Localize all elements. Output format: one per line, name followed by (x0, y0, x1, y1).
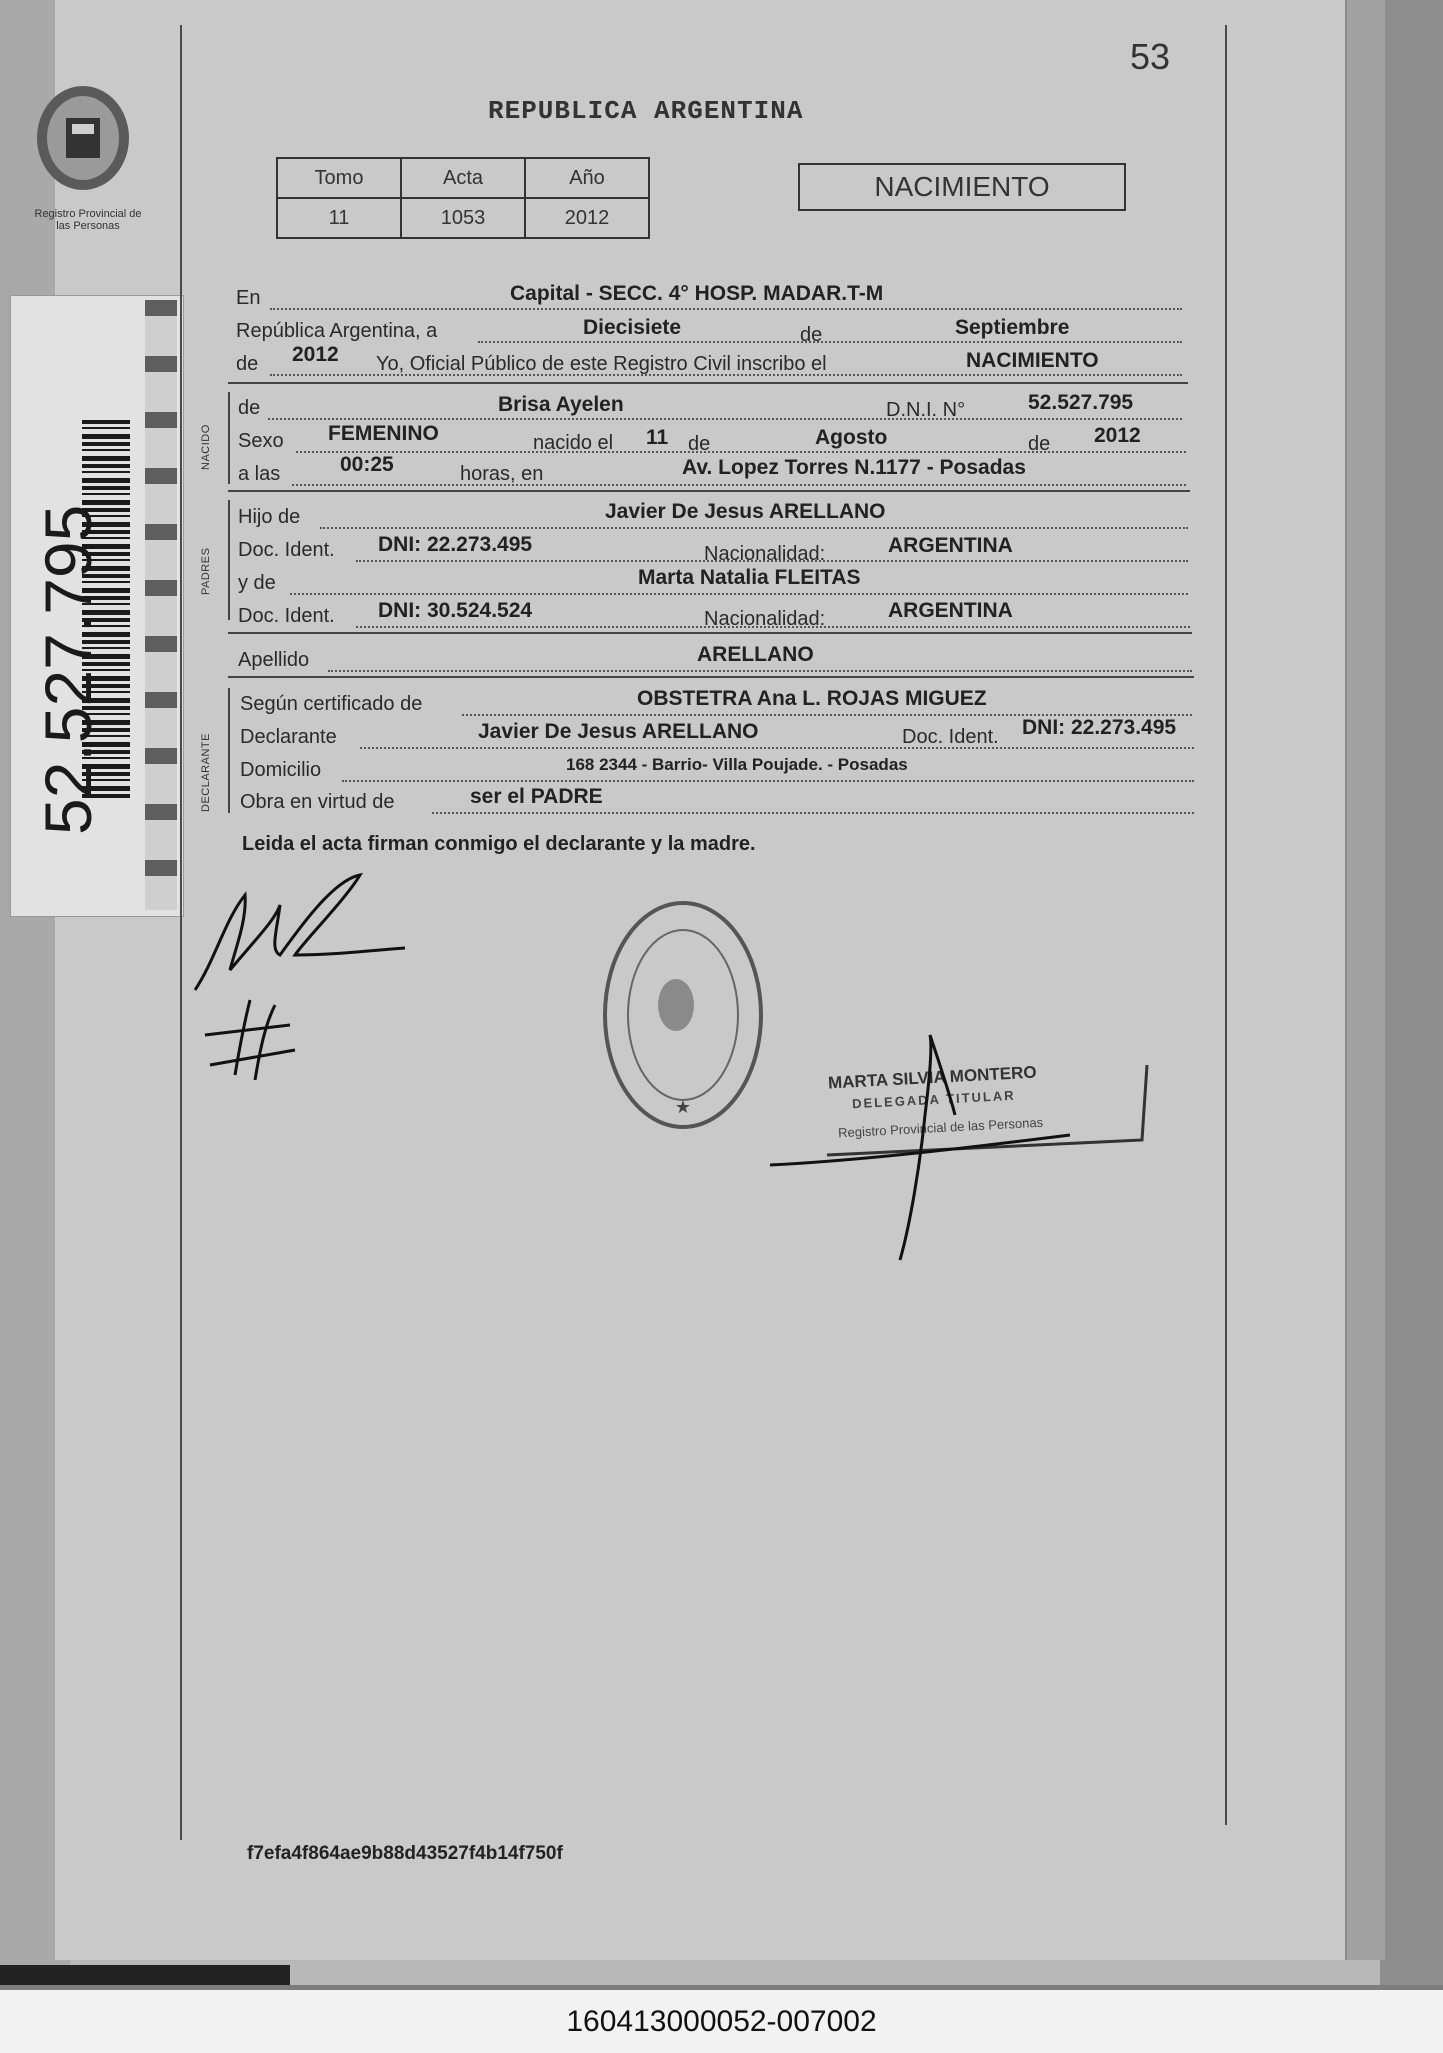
apellido-value: ARELLANO (697, 643, 814, 666)
mother-value: Marta Natalia FLEITAS (638, 566, 861, 589)
dotted-line (290, 593, 1188, 595)
nac2-value: ARGENTINA (888, 599, 1013, 622)
tomo-value: 11 (277, 198, 401, 238)
birth-place-value: Av. Lopez Torres N.1177 - Posadas (682, 456, 1026, 479)
yde-label: y de (238, 572, 276, 594)
decl-value: Javier De Jesus ARELLANO (478, 720, 759, 743)
father-value: Javier De Jesus ARELLANO (605, 500, 886, 523)
dotted-line (478, 341, 1182, 343)
page-number: 53 (1130, 36, 1171, 77)
stamp-name: MARTA SILVIA MONTERO (827, 1062, 1038, 1093)
left-margin-line (180, 25, 182, 1840)
hijo-de-label: Hijo de (238, 506, 301, 528)
dotted-line (360, 747, 1194, 749)
document-title: REPUBLICA ARGENTINA (488, 96, 804, 126)
dotted-line (292, 484, 1186, 486)
decl-doc-value: DNI: 22.273.495 (1022, 716, 1177, 739)
svg-text:★: ★ (674, 1097, 692, 1118)
birth-day-value: 11 (646, 426, 669, 449)
declarante-section-label: DECLARANTE (200, 733, 212, 812)
horas-label: horas, en (460, 463, 544, 485)
tomo-header: Tomo (277, 158, 401, 198)
act-value: NACIMIENTO (966, 349, 1099, 372)
birth-time-value: 00:25 (340, 453, 394, 476)
closing-text: Leida el acta firman conmigo el declarante y la madre. (242, 833, 756, 855)
sexo-value: FEMENINO (328, 422, 439, 445)
section-bar (228, 688, 230, 813)
dotted-line (328, 670, 1192, 672)
nacido-el-label: nacido el (533, 432, 614, 454)
right-margin-line (1225, 25, 1227, 1825)
document-hash: f7efa4f864ae9b88d43527f4b14f750f (247, 1843, 563, 1864)
dotted-line (432, 812, 1194, 814)
registry-logo-icon (28, 78, 138, 198)
doc1-label: Doc. Ident. (238, 539, 335, 561)
section-bar (228, 500, 230, 620)
obra-value: ser el PADRE (470, 785, 603, 808)
doc2-label: Doc. Ident. (238, 605, 335, 627)
birth-year-value: 2012 (1094, 424, 1141, 447)
dotted-line (320, 527, 1188, 529)
child-name-value: Brisa Ayelen (498, 393, 624, 416)
de-label: de (800, 324, 823, 346)
nac2-label: Nacionalidad: (704, 608, 826, 630)
section-separator (228, 676, 1194, 678)
dom-label: Domicilio (240, 759, 322, 781)
section-separator (228, 382, 1188, 384)
section-bar (228, 392, 230, 484)
sexo-label: Sexo (238, 430, 284, 452)
side-registry-name: Registro Provincial de las Personas (34, 208, 142, 232)
republica-label: República Argentina, a (236, 320, 438, 342)
declarant-signature-icon (185, 860, 415, 1000)
footer-id: 160413000052-007002 (0, 1990, 1443, 2053)
acta-value: 1053 (401, 198, 525, 238)
doc2-value: DNI: 30.524.524 (378, 599, 533, 622)
side-label-number: 52.527.795 (31, 504, 105, 835)
place-value: Capital - SECC. 4° HOSP. MADAR.T-M (510, 282, 884, 305)
dni-label: D.N.I. N° (886, 399, 966, 421)
oficial-text: Yo, Oficial Público de este Registro Civil inscribo el (376, 353, 827, 375)
anio-value: 2012 (525, 198, 649, 238)
section-separator (228, 632, 1192, 634)
cert-value: OBSTETRA Ana L. ROJAS MIGUEZ (637, 687, 987, 710)
record-type-box: NACIMIENTO (798, 163, 1126, 211)
de2-label: de (236, 353, 259, 375)
stamp-registry: Registro Provincial de las Personas (837, 1114, 1044, 1141)
section-separator (228, 490, 1190, 492)
nac1-label: Nacionalidad: (704, 543, 826, 565)
apellido-label: Apellido (238, 649, 310, 671)
officer-signature-icon (770, 1025, 1150, 1265)
footer-dark-band (0, 1965, 290, 1985)
dni-value: 52.527.795 (1028, 391, 1134, 414)
dotted-line (270, 374, 1182, 376)
year-value: 2012 (292, 343, 339, 366)
alas-label: a las (238, 463, 281, 485)
birth-month-value: Agosto (815, 426, 888, 449)
nacido-de3-label: de (1028, 433, 1051, 455)
en-label: En (236, 287, 261, 309)
decl-doc-label: Doc. Ident. (902, 726, 999, 748)
perforation-strip (145, 300, 177, 910)
obra-label: Obra en virtud de (240, 791, 395, 813)
nacido-de-label: de (238, 397, 261, 419)
stamp-title: DELEGADA TITULAR (851, 1087, 1016, 1112)
nacido-de2-label: de (688, 433, 711, 455)
month-value: Septiembre (955, 316, 1070, 339)
dotted-line (342, 780, 1194, 782)
dotted-line (296, 451, 1186, 453)
dotted-line (270, 308, 1182, 310)
book-right-edge (1380, 0, 1443, 1985)
acta-header: Acta (401, 158, 525, 198)
doc1-value: DNI: 22.273.495 (378, 533, 533, 556)
official-seal-icon (598, 895, 768, 1135)
registry-table (276, 157, 650, 239)
cert-label: Según certificado de (240, 693, 423, 715)
day-value: Diecisiete (583, 316, 682, 339)
nac1-value: ARGENTINA (888, 534, 1013, 557)
decl-label: Declarante (240, 726, 337, 748)
mother-signature-icon (195, 995, 305, 1085)
dotted-line (268, 418, 1182, 420)
nacido-section-label: NACIDO (200, 424, 212, 470)
dom-value: 168 2344 - Barrio- Villa Poujade. - Posadas (566, 755, 908, 774)
anio-header: Año (525, 158, 649, 198)
padres-section-label: PADRES (200, 547, 212, 595)
